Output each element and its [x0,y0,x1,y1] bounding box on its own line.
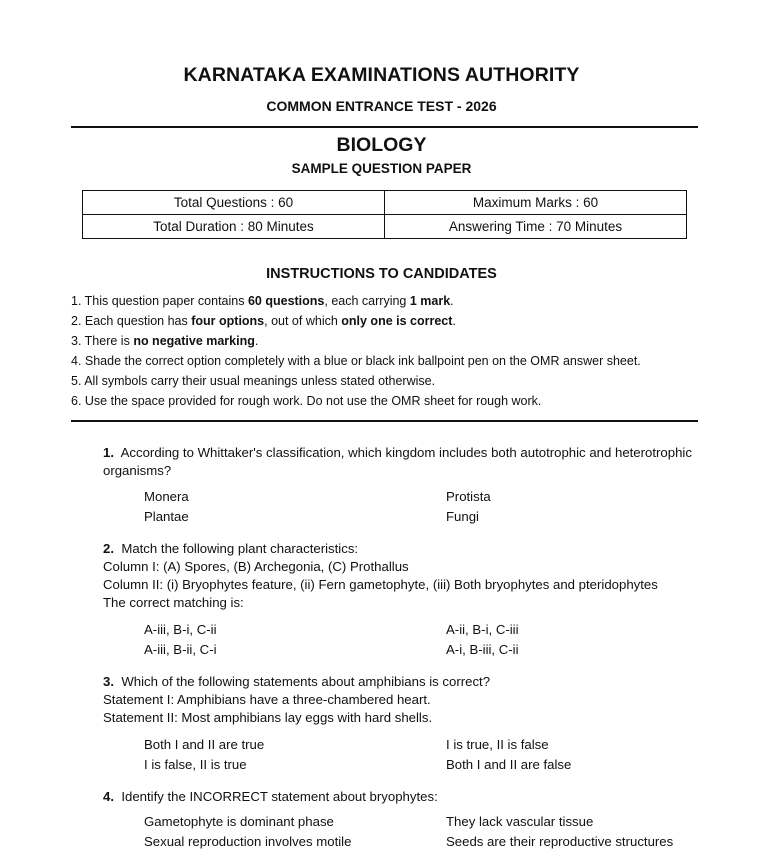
table-row [83,215,687,239]
paper-type: SAMPLE QUESTION PAPER [291,161,472,176]
question-4-option-a[interactable]: Gametophyte is dominant phase [144,814,334,829]
question-2-option-b[interactable]: A-ii, B-i, C-iii [446,622,519,637]
authority-title: KARNATAKA EXAMINATIONS AUTHORITY [183,64,580,86]
instruction-item: 1. This question paper contains 60 questions, each carrying 1 mark. [71,294,454,308]
maximum-marks-cell: Maximum Marks : 60 [385,191,687,215]
exam-info-table [82,190,687,239]
question-4-option-d[interactable]: Seeds are their reproductive structures [446,834,674,849]
total-duration-cell: Total Duration : 80 Minutes [83,215,385,239]
question-2-option-d[interactable]: A-i, B-iii, C-ii [446,642,519,657]
instruction-item: 6. Use the space provided for rough work. Do not use the OMR sheet for rough work. [71,394,542,408]
question-3-option-c[interactable]: I is false, II is true [144,757,247,772]
instruction-item: 4. Shade the correct option completely with a blue or black ink ballpoint pen on the OMR answer sheet. [71,354,641,368]
question-1-option-d[interactable]: Fungi [446,509,479,524]
question-2-option-c[interactable]: A-iii, B-ii, C-i [144,642,217,657]
question-3: 3. Which of the following statements about amphibians is correct? Statement I: Amphibians have a three-chambered heart. Statement II: Most amphibians lay eggs with hard shells. [103,674,491,725]
question-3-option-b[interactable]: I is true, II is false [446,737,549,752]
subject-title: BIOLOGY [336,134,427,156]
question-1-option-b[interactable]: Protista [446,489,491,504]
question-3-option-a[interactable]: Both I and II are true [144,737,265,752]
exam-title: COMMON ENTRANCE TEST - 2026 [266,98,497,114]
instruction-item: 3. There is no negative marking. [71,334,259,348]
question-4: 4. Identify the INCORRECT statement about bryophytes: [103,789,438,804]
question-3-option-d[interactable]: Both I and II are false [446,757,572,772]
instructions-list [71,292,641,412]
question-1-option-a[interactable]: Monera [144,489,189,504]
question-1: 1. According to Whittaker's classification, which kingdom includes both autotrophic and heterotrophic organisms? [103,445,692,478]
header-divider [71,126,698,128]
question-4-option-c[interactable]: Sexual reproduction involves motile [144,834,352,849]
table-row [83,191,687,215]
total-questions-cell: Total Questions : 60 [83,191,385,215]
question-1-option-c[interactable]: Plantae [144,509,189,524]
instruction-item: 2. Each question has four options, out of which only one is correct. [71,314,456,328]
instruction-item: 5. All symbols carry their usual meanings unless stated otherwise. [71,374,436,388]
question-4-option-b[interactable]: They lack vascular tissue [446,814,594,829]
instructions-divider [71,420,698,422]
question-2-option-a[interactable]: A-iii, B-i, C-ii [144,622,217,637]
instructions-title: INSTRUCTIONS TO CANDIDATES [266,266,497,282]
question-2: 2. Match the following plant characteristics: Column I: (A) Spores, (B) Archegonia, (C) Prothallus Column II: (i) Bryophytes feature, (ii) Fern gametophyte, (iii) Both bryophytes and pteridophytes The correct matching is: [103,541,658,610]
answering-time-cell: Answering Time : 70 Minutes [385,215,687,239]
